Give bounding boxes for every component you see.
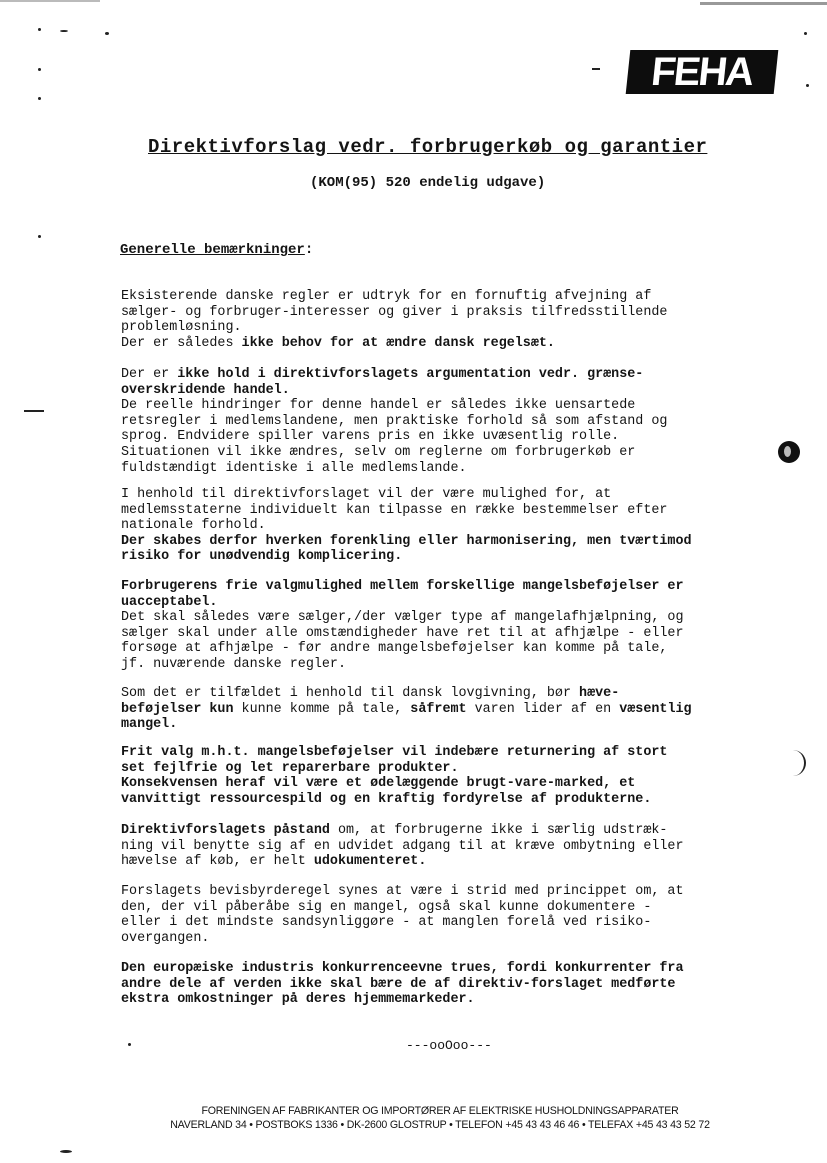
bold-text-run: Den europæiske industris konkurrenceevne trues, fordi konkurrenter fra bbox=[121, 961, 684, 976]
paragraph-line bbox=[121, 931, 801, 947]
paragraph-line bbox=[121, 761, 801, 777]
bold-text-run: udokumenteret. bbox=[313, 854, 427, 870]
bold-text-run: ikke hold i direktivforslagets argumentation vedr. grænse- bbox=[177, 367, 644, 382]
paragraph-line bbox=[121, 579, 801, 595]
speck-mark bbox=[592, 68, 600, 70]
bold-text-run: vanvittigt ressourcespild og en kraftig fordyrelse af produkterne. bbox=[121, 791, 652, 807]
bold-text-run: Forbrugerens frie valgmulighed mellem forskellige mangelsbeføjelser er bbox=[121, 579, 684, 594]
text-run: hævelse af køb, er helt bbox=[121, 854, 314, 870]
paragraph-line bbox=[121, 915, 801, 931]
bold-text-run: ekstra omkostninger på deres hjemmemarkeder. bbox=[121, 992, 475, 1008]
text-run: medlemsstaterne individuelt kan tilpasse en række bestemmelser efter bbox=[121, 502, 668, 518]
margin-dash-mark bbox=[24, 410, 44, 412]
paragraph-line bbox=[121, 595, 801, 611]
text-run: varen lider af en bbox=[466, 701, 620, 717]
text-run: sælger skal under alle omstændigheder have ret til at afhjælpe - eller bbox=[121, 625, 684, 641]
text-run: ning vil benytte sig af en udvidet adgang til at kræve ombytning eller bbox=[121, 838, 684, 854]
speck-mark bbox=[38, 235, 41, 238]
paragraph-line bbox=[121, 792, 801, 808]
bold-text-run: væsentlig bbox=[619, 701, 692, 717]
body-paragraph bbox=[121, 487, 801, 565]
text-run: fuldstændigt identiske i alle medlemslande. bbox=[121, 460, 467, 476]
text-run: sprog. Endvidere spiller varens pris en ikke uvæsentlig rolle. bbox=[121, 429, 620, 445]
body-paragraph bbox=[121, 367, 801, 476]
paragraph-line bbox=[121, 626, 801, 642]
footer-organization: FORENINGEN AF FABRIKANTER OG IMPORTØRER AF ELEKTRISKE HUSHOLDNINGSAPPARATER bbox=[201, 1105, 679, 1117]
footer-address: NAVERLAND 34 • POSTBOKS 1336 • DK-2600 GLOSTRUP • TELEFON +45 43 43 46 46 • TELEFAX +45 43 43 52 72 bbox=[170, 1119, 710, 1131]
document-title: Direktivforslag vedr. forbrugerkøb og garantier bbox=[148, 136, 708, 158]
bold-text-run: beføjelser kun bbox=[121, 701, 234, 717]
paragraph-line bbox=[121, 305, 801, 321]
bold-text-run: risiko for unødvendig komplicering. bbox=[121, 549, 403, 565]
text-run: I henhold til direktivforslaget vil der være mulighed for, at bbox=[121, 487, 612, 502]
section-heading bbox=[120, 242, 313, 258]
paragraph-line bbox=[121, 823, 801, 839]
speck-mark bbox=[38, 97, 41, 100]
end-mark: ---ooOoo--- bbox=[406, 1038, 492, 1053]
paragraph-line bbox=[121, 289, 801, 305]
text-run: nationale forhold. bbox=[121, 518, 266, 534]
bold-text-run: Der skabes derfor hverken forenkling eller harmonisering, men tværtimod bbox=[121, 533, 692, 549]
bold-text-run: Direktivforslagets påstand bbox=[121, 823, 330, 838]
paragraph-line bbox=[121, 884, 801, 900]
paragraph-line bbox=[121, 383, 801, 399]
speck-mark bbox=[38, 28, 41, 31]
paragraph-line bbox=[121, 503, 801, 519]
paragraph-line bbox=[121, 776, 801, 792]
text-run: jf. nuværende danske regler. bbox=[121, 656, 346, 672]
text-run: Som det er tilfældet i henhold til dansk lovgivning, bør bbox=[121, 686, 580, 701]
paragraph-line bbox=[121, 461, 801, 477]
bold-text-run: hæve- bbox=[579, 686, 620, 701]
text-run: kunne komme på tale, bbox=[233, 701, 411, 717]
paragraph-line bbox=[121, 839, 801, 855]
paragraph-line bbox=[121, 320, 801, 336]
speck-mark bbox=[804, 32, 807, 35]
bold-text-run: andre dele af verden ikke skal bære de af direktiv-forslaget medførte bbox=[121, 976, 676, 992]
text-run: problemløsning. bbox=[121, 320, 242, 336]
speck-mark bbox=[60, 1150, 72, 1153]
paragraph-line bbox=[121, 854, 801, 870]
bold-text-run: såfremt bbox=[410, 701, 467, 717]
document-subtitle: (KOM(95) 520 endelig udgave) bbox=[310, 175, 546, 191]
speck-mark bbox=[105, 32, 109, 35]
paragraph-line bbox=[121, 717, 801, 733]
paragraph-line bbox=[121, 549, 801, 565]
paragraph-line bbox=[121, 961, 801, 977]
punch-hole-mark bbox=[778, 441, 800, 463]
text-run: overgangen. bbox=[121, 930, 210, 946]
speck-mark bbox=[128, 1043, 131, 1046]
feha-logo: FEHA bbox=[626, 50, 779, 94]
bold-text-run: Konsekvensen heraf vil være et ødelæggende brugt-vare-marked, et bbox=[121, 776, 636, 792]
bold-text-run: uacceptabel. bbox=[121, 594, 218, 610]
body-paragraph bbox=[121, 289, 801, 351]
text-run: sælger- og forbruger-interesser og giver i praksis tilfredsstillende bbox=[121, 304, 668, 320]
body-paragraph bbox=[121, 686, 801, 733]
bold-text-run: overskridende handel. bbox=[121, 382, 290, 398]
section-heading-colon: : bbox=[304, 242, 314, 258]
scan-edge-top-left bbox=[0, 0, 100, 2]
paragraph-line bbox=[121, 702, 801, 718]
speck-mark bbox=[60, 30, 68, 32]
speck-mark bbox=[806, 84, 809, 87]
text-run: De reelle hindringer for denne handel er således ikke uensartede bbox=[121, 398, 636, 414]
paragraph-line bbox=[121, 534, 801, 550]
text-run: forsøge at afhjælpe - før andre mangelsbeføjelser kan komme på tale, bbox=[121, 641, 668, 657]
text-run: retsregler i medlemslandene, men praktiske forhold så som afstand og bbox=[121, 413, 668, 429]
paragraph-line bbox=[121, 900, 801, 916]
text-run: Eksisterende danske regler er udtryk for en fornuftig afvejning af bbox=[121, 289, 652, 304]
paragraph-line bbox=[121, 992, 801, 1008]
text-run: om, at forbrugerne ikke i særlig udstræk- bbox=[329, 823, 668, 838]
body-paragraph bbox=[121, 823, 801, 870]
paragraph-line bbox=[121, 686, 801, 702]
text-run: Det skal således være sælger,/der vælger type af mangelafhjælpning, og bbox=[121, 610, 684, 626]
paragraph-line bbox=[121, 641, 801, 657]
text-run: den, der vil påberåbe sig en mangel, også skal kunne dokumentere - bbox=[121, 899, 652, 915]
paragraph-line bbox=[121, 518, 801, 534]
paragraph-line bbox=[121, 487, 801, 503]
text-run: Forslagets bevisbyrderegel synes at være i strid med princippet om, at bbox=[121, 884, 684, 899]
text-run: Situationen vil ikke ændres, selv om reglerne om forbrugerkøb er bbox=[121, 444, 636, 460]
paragraph-line bbox=[121, 745, 801, 761]
paragraph-line bbox=[121, 657, 801, 673]
text-run: Der er bbox=[121, 367, 178, 382]
body-paragraph bbox=[121, 579, 801, 673]
speck-mark bbox=[38, 68, 41, 71]
text-run: eller i det mindste sandsynliggøre - at manglen forelå ved risiko- bbox=[121, 915, 652, 931]
paragraph-line bbox=[121, 414, 801, 430]
paragraph-line bbox=[121, 429, 801, 445]
paragraph-line bbox=[121, 977, 801, 993]
bold-text-run: Frit valg m.h.t. mangelsbeføjelser vil indebære returnering af stort bbox=[121, 745, 668, 760]
scan-edge-top-right bbox=[700, 2, 827, 5]
paragraph-line bbox=[121, 367, 801, 383]
text-run: Der er således bbox=[121, 335, 242, 351]
body-paragraph bbox=[121, 884, 801, 946]
paragraph-line bbox=[121, 398, 801, 414]
paragraph-line bbox=[121, 445, 801, 461]
body-paragraph bbox=[121, 961, 801, 1008]
bold-text-run: set fejlfrie og let reparerbare produkter. bbox=[121, 760, 459, 776]
paragraph-line bbox=[121, 336, 801, 352]
margin-bracket-mark bbox=[788, 750, 806, 776]
bold-text-run: mangel. bbox=[121, 717, 178, 733]
section-heading-text: Generelle bemærkninger bbox=[120, 242, 305, 258]
body-paragraph bbox=[121, 745, 801, 807]
paragraph-line bbox=[121, 610, 801, 626]
bold-text-run: ikke behov for at ændre dansk regelsæt. bbox=[241, 335, 555, 351]
